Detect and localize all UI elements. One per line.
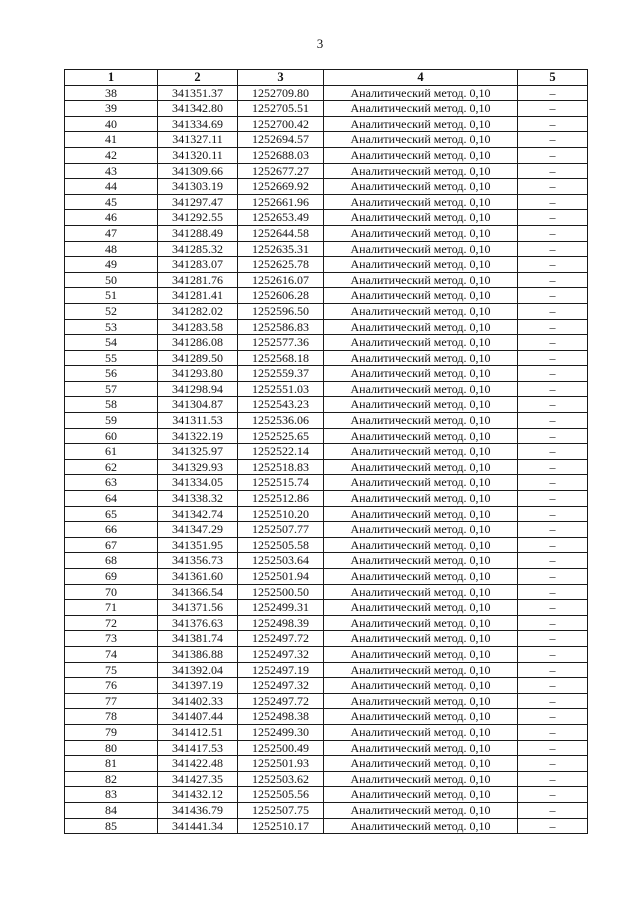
y-coordinate-cell: 1252497.19 — [238, 662, 324, 678]
x-coordinate-cell: 341402.33 — [158, 693, 238, 709]
table-row — [65, 740, 588, 756]
point-number-cell: 80 — [65, 740, 158, 756]
method-cell: Аналитический метод. 0,10 — [324, 709, 518, 725]
table-row — [65, 241, 588, 257]
y-coordinate-cell: 1252635.31 — [238, 241, 324, 257]
y-coordinate-cell: 1252505.58 — [238, 537, 324, 553]
point-number-cell: 61 — [65, 444, 158, 460]
point-number-cell: 41 — [65, 132, 158, 148]
note-cell: – — [518, 569, 588, 585]
x-coordinate-cell: 341327.11 — [158, 132, 238, 148]
y-coordinate-cell: 1252661.96 — [238, 194, 324, 210]
table-row — [65, 584, 588, 600]
y-coordinate-cell: 1252536.06 — [238, 413, 324, 429]
point-number-cell: 57 — [65, 381, 158, 397]
point-number-cell: 56 — [65, 366, 158, 382]
x-coordinate-cell: 341334.69 — [158, 116, 238, 132]
x-coordinate-cell: 341342.80 — [158, 101, 238, 117]
y-coordinate-cell: 1252501.94 — [238, 569, 324, 585]
x-coordinate-cell: 341298.94 — [158, 381, 238, 397]
method-cell: Аналитический метод. 0,10 — [324, 506, 518, 522]
table-row — [65, 210, 588, 226]
x-coordinate-cell: 341289.50 — [158, 350, 238, 366]
point-number-cell: 55 — [65, 350, 158, 366]
point-number-cell: 48 — [65, 241, 158, 257]
method-cell: Аналитический метод. 0,10 — [324, 802, 518, 818]
method-cell: Аналитический метод. 0,10 — [324, 475, 518, 491]
y-coordinate-cell: 1252688.03 — [238, 147, 324, 163]
note-cell: – — [518, 787, 588, 803]
table-row — [65, 709, 588, 725]
point-number-cell: 70 — [65, 584, 158, 600]
note-cell: – — [518, 506, 588, 522]
y-coordinate-cell: 1252568.18 — [238, 350, 324, 366]
point-number-cell: 54 — [65, 335, 158, 351]
table-row — [65, 350, 588, 366]
y-coordinate-cell: 1252499.30 — [238, 724, 324, 740]
column-header: 4 — [324, 70, 518, 86]
note-cell: – — [518, 303, 588, 319]
y-coordinate-cell: 1252507.77 — [238, 522, 324, 538]
y-coordinate-cell: 1252525.65 — [238, 428, 324, 444]
point-number-cell: 40 — [65, 116, 158, 132]
y-coordinate-cell: 1252498.38 — [238, 709, 324, 725]
point-number-cell: 60 — [65, 428, 158, 444]
x-coordinate-cell: 341441.34 — [158, 818, 238, 834]
note-cell: – — [518, 522, 588, 538]
method-cell: Аналитический метод. 0,10 — [324, 381, 518, 397]
method-cell: Аналитический метод. 0,10 — [324, 662, 518, 678]
method-cell: Аналитический метод. 0,10 — [324, 600, 518, 616]
column-header: 5 — [518, 70, 588, 86]
x-coordinate-cell: 341282.02 — [158, 303, 238, 319]
table-row — [65, 303, 588, 319]
x-coordinate-cell: 341361.60 — [158, 569, 238, 585]
table-row — [65, 615, 588, 631]
table-header-row — [65, 70, 588, 86]
note-cell: – — [518, 615, 588, 631]
x-coordinate-cell: 341422.48 — [158, 756, 238, 772]
method-cell: Аналитический метод. 0,10 — [324, 101, 518, 117]
point-number-cell: 51 — [65, 288, 158, 304]
table-row — [65, 662, 588, 678]
note-cell: – — [518, 678, 588, 694]
note-cell: – — [518, 85, 588, 101]
x-coordinate-cell: 341351.37 — [158, 85, 238, 101]
note-cell: – — [518, 553, 588, 569]
table-row — [65, 646, 588, 662]
table-row — [65, 724, 588, 740]
y-coordinate-cell: 1252512.86 — [238, 491, 324, 507]
note-cell: – — [518, 802, 588, 818]
table-row — [65, 428, 588, 444]
point-number-cell: 83 — [65, 787, 158, 803]
x-coordinate-cell: 341325.97 — [158, 444, 238, 460]
table-row — [65, 678, 588, 694]
note-cell: – — [518, 584, 588, 600]
note-cell: – — [518, 101, 588, 117]
point-number-cell: 39 — [65, 101, 158, 117]
method-cell: Аналитический метод. 0,10 — [324, 163, 518, 179]
table-row — [65, 288, 588, 304]
y-coordinate-cell: 1252505.56 — [238, 787, 324, 803]
table-row — [65, 101, 588, 117]
y-coordinate-cell: 1252700.42 — [238, 116, 324, 132]
table-row — [65, 413, 588, 429]
table-row — [65, 225, 588, 241]
method-cell: Аналитический метод. 0,10 — [324, 85, 518, 101]
x-coordinate-cell: 341436.79 — [158, 802, 238, 818]
table-row — [65, 459, 588, 475]
table-row — [65, 85, 588, 101]
table-row — [65, 319, 588, 335]
point-number-cell: 44 — [65, 179, 158, 195]
point-number-cell: 72 — [65, 615, 158, 631]
method-cell: Аналитический метод. 0,10 — [324, 116, 518, 132]
column-header: 2 — [158, 70, 238, 86]
note-cell: – — [518, 459, 588, 475]
note-cell: – — [518, 491, 588, 507]
method-cell: Аналитический метод. 0,10 — [324, 366, 518, 382]
note-cell: – — [518, 350, 588, 366]
x-coordinate-cell: 341397.19 — [158, 678, 238, 694]
x-coordinate-cell: 341281.41 — [158, 288, 238, 304]
y-coordinate-cell: 1252586.83 — [238, 319, 324, 335]
note-cell: – — [518, 818, 588, 834]
x-coordinate-cell: 341320.11 — [158, 147, 238, 163]
x-coordinate-cell: 341347.29 — [158, 522, 238, 538]
note-cell: – — [518, 709, 588, 725]
y-coordinate-cell: 1252497.32 — [238, 646, 324, 662]
method-cell: Аналитический метод. 0,10 — [324, 210, 518, 226]
note-cell: – — [518, 771, 588, 787]
note-cell: – — [518, 740, 588, 756]
y-coordinate-cell: 1252616.07 — [238, 272, 324, 288]
y-coordinate-cell: 1252499.31 — [238, 600, 324, 616]
table-row — [65, 756, 588, 772]
table-row — [65, 522, 588, 538]
y-coordinate-cell: 1252497.72 — [238, 631, 324, 647]
point-number-cell: 64 — [65, 491, 158, 507]
x-coordinate-cell: 341288.49 — [158, 225, 238, 241]
note-cell: – — [518, 257, 588, 273]
x-coordinate-cell: 341407.44 — [158, 709, 238, 725]
method-cell: Аналитический метод. 0,10 — [324, 413, 518, 429]
method-cell: Аналитический метод. 0,10 — [324, 147, 518, 163]
x-coordinate-cell: 341417.53 — [158, 740, 238, 756]
method-cell: Аналитический метод. 0,10 — [324, 787, 518, 803]
point-number-cell: 50 — [65, 272, 158, 288]
point-number-cell: 77 — [65, 693, 158, 709]
point-number-cell: 43 — [65, 163, 158, 179]
y-coordinate-cell: 1252625.78 — [238, 257, 324, 273]
y-coordinate-cell: 1252497.32 — [238, 678, 324, 694]
point-number-cell: 85 — [65, 818, 158, 834]
note-cell: – — [518, 537, 588, 553]
table-row — [65, 771, 588, 787]
method-cell: Аналитический метод. 0,10 — [324, 335, 518, 351]
method-cell: Аналитический метод. 0,10 — [324, 350, 518, 366]
y-coordinate-cell: 1252500.49 — [238, 740, 324, 756]
table-row — [65, 257, 588, 273]
method-cell: Аналитический метод. 0,10 — [324, 553, 518, 569]
x-coordinate-cell: 341356.73 — [158, 553, 238, 569]
note-cell: – — [518, 631, 588, 647]
coordinates-table — [64, 69, 588, 834]
x-coordinate-cell: 341381.74 — [158, 631, 238, 647]
y-coordinate-cell: 1252501.93 — [238, 756, 324, 772]
note-cell: – — [518, 288, 588, 304]
point-number-cell: 53 — [65, 319, 158, 335]
method-cell: Аналитический метод. 0,10 — [324, 179, 518, 195]
note-cell: – — [518, 662, 588, 678]
note-cell: – — [518, 366, 588, 382]
y-coordinate-cell: 1252497.72 — [238, 693, 324, 709]
y-coordinate-cell: 1252596.50 — [238, 303, 324, 319]
method-cell: Аналитический метод. 0,10 — [324, 740, 518, 756]
point-number-cell: 59 — [65, 413, 158, 429]
method-cell: Аналитический метод. 0,10 — [324, 397, 518, 413]
point-number-cell: 66 — [65, 522, 158, 538]
table-row — [65, 116, 588, 132]
table-row — [65, 537, 588, 553]
point-number-cell: 68 — [65, 553, 158, 569]
method-cell: Аналитический метод. 0,10 — [324, 724, 518, 740]
note-cell: – — [518, 272, 588, 288]
point-number-cell: 76 — [65, 678, 158, 694]
table-row — [65, 553, 588, 569]
method-cell: Аналитический метод. 0,10 — [324, 444, 518, 460]
point-number-cell: 42 — [65, 147, 158, 163]
x-coordinate-cell: 341311.53 — [158, 413, 238, 429]
column-header: 1 — [65, 70, 158, 86]
method-cell: Аналитический метод. 0,10 — [324, 491, 518, 507]
x-coordinate-cell: 341371.56 — [158, 600, 238, 616]
point-number-cell: 81 — [65, 756, 158, 772]
method-cell: Аналитический метод. 0,10 — [324, 303, 518, 319]
table-row — [65, 491, 588, 507]
point-number-cell: 67 — [65, 537, 158, 553]
y-coordinate-cell: 1252510.20 — [238, 506, 324, 522]
point-number-cell: 46 — [65, 210, 158, 226]
x-coordinate-cell: 341386.88 — [158, 646, 238, 662]
x-coordinate-cell: 341281.76 — [158, 272, 238, 288]
x-coordinate-cell: 341432.12 — [158, 787, 238, 803]
method-cell: Аналитический метод. 0,10 — [324, 132, 518, 148]
note-cell: – — [518, 163, 588, 179]
y-coordinate-cell: 1252551.03 — [238, 381, 324, 397]
point-number-cell: 71 — [65, 600, 158, 616]
note-cell: – — [518, 225, 588, 241]
x-coordinate-cell: 341334.05 — [158, 475, 238, 491]
method-cell: Аналитический метод. 0,10 — [324, 693, 518, 709]
y-coordinate-cell: 1252606.28 — [238, 288, 324, 304]
table-row — [65, 335, 588, 351]
note-cell: – — [518, 646, 588, 662]
y-coordinate-cell: 1252518.83 — [238, 459, 324, 475]
table-row — [65, 381, 588, 397]
note-cell: – — [518, 600, 588, 616]
x-coordinate-cell: 341427.35 — [158, 771, 238, 787]
note-cell: – — [518, 179, 588, 195]
table-row — [65, 693, 588, 709]
method-cell: Аналитический метод. 0,10 — [324, 194, 518, 210]
note-cell: – — [518, 756, 588, 772]
note-cell: – — [518, 241, 588, 257]
note-cell: – — [518, 475, 588, 491]
note-cell: – — [518, 724, 588, 740]
note-cell: – — [518, 194, 588, 210]
y-coordinate-cell: 1252669.92 — [238, 179, 324, 195]
x-coordinate-cell: 341366.54 — [158, 584, 238, 600]
note-cell: – — [518, 693, 588, 709]
point-number-cell: 63 — [65, 475, 158, 491]
note-cell: – — [518, 335, 588, 351]
table-row — [65, 569, 588, 585]
table-row — [65, 194, 588, 210]
table-row — [65, 366, 588, 382]
method-cell: Аналитический метод. 0,10 — [324, 319, 518, 335]
table-row — [65, 506, 588, 522]
point-number-cell: 49 — [65, 257, 158, 273]
method-cell: Аналитический метод. 0,10 — [324, 584, 518, 600]
note-cell: – — [518, 428, 588, 444]
method-cell: Аналитический метод. 0,10 — [324, 756, 518, 772]
x-coordinate-cell: 341392.04 — [158, 662, 238, 678]
method-cell: Аналитический метод. 0,10 — [324, 818, 518, 834]
x-coordinate-cell: 341351.95 — [158, 537, 238, 553]
x-coordinate-cell: 341285.32 — [158, 241, 238, 257]
table-row — [65, 132, 588, 148]
table-row — [65, 272, 588, 288]
method-cell: Аналитический метод. 0,10 — [324, 569, 518, 585]
method-cell: Аналитический метод. 0,10 — [324, 631, 518, 647]
point-number-cell: 38 — [65, 85, 158, 101]
note-cell: – — [518, 116, 588, 132]
method-cell: Аналитический метод. 0,10 — [324, 257, 518, 273]
note-cell: – — [518, 132, 588, 148]
table-row — [65, 163, 588, 179]
x-coordinate-cell: 341309.66 — [158, 163, 238, 179]
x-coordinate-cell: 341376.63 — [158, 615, 238, 631]
y-coordinate-cell: 1252677.27 — [238, 163, 324, 179]
table-row — [65, 475, 588, 491]
method-cell: Аналитический метод. 0,10 — [324, 615, 518, 631]
page-number: 3 — [316, 36, 324, 51]
x-coordinate-cell: 341342.74 — [158, 506, 238, 522]
x-coordinate-cell: 341286.08 — [158, 335, 238, 351]
note-cell: – — [518, 397, 588, 413]
x-coordinate-cell: 341412.51 — [158, 724, 238, 740]
point-number-cell: 47 — [65, 225, 158, 241]
method-cell: Аналитический метод. 0,10 — [324, 678, 518, 694]
y-coordinate-cell: 1252515.74 — [238, 475, 324, 491]
x-coordinate-cell: 341304.87 — [158, 397, 238, 413]
table-row — [65, 787, 588, 803]
y-coordinate-cell: 1252694.57 — [238, 132, 324, 148]
y-coordinate-cell: 1252709.80 — [238, 85, 324, 101]
point-number-cell: 65 — [65, 506, 158, 522]
y-coordinate-cell: 1252498.39 — [238, 615, 324, 631]
point-number-cell: 79 — [65, 724, 158, 740]
method-cell: Аналитический метод. 0,10 — [324, 428, 518, 444]
table-row — [65, 397, 588, 413]
point-number-cell: 84 — [65, 802, 158, 818]
point-number-cell: 82 — [65, 771, 158, 787]
y-coordinate-cell: 1252559.37 — [238, 366, 324, 382]
y-coordinate-cell: 1252705.51 — [238, 101, 324, 117]
table-row — [65, 147, 588, 163]
table-row — [65, 631, 588, 647]
point-number-cell: 73 — [65, 631, 158, 647]
x-coordinate-cell: 341322.19 — [158, 428, 238, 444]
point-number-cell: 62 — [65, 459, 158, 475]
method-cell: Аналитический метод. 0,10 — [324, 288, 518, 304]
y-coordinate-cell: 1252653.49 — [238, 210, 324, 226]
x-coordinate-cell: 341338.32 — [158, 491, 238, 507]
point-number-cell: 69 — [65, 569, 158, 585]
table-row — [65, 444, 588, 460]
note-cell: – — [518, 444, 588, 460]
y-coordinate-cell: 1252503.62 — [238, 771, 324, 787]
point-number-cell: 75 — [65, 662, 158, 678]
note-cell: – — [518, 147, 588, 163]
point-number-cell: 45 — [65, 194, 158, 210]
table-row — [65, 818, 588, 834]
note-cell: – — [518, 413, 588, 429]
method-cell: Аналитический метод. 0,10 — [324, 522, 518, 538]
y-coordinate-cell: 1252543.23 — [238, 397, 324, 413]
y-coordinate-cell: 1252644.58 — [238, 225, 324, 241]
table-row — [65, 802, 588, 818]
method-cell: Аналитический метод. 0,10 — [324, 272, 518, 288]
x-coordinate-cell: 341283.58 — [158, 319, 238, 335]
method-cell: Аналитический метод. 0,10 — [324, 241, 518, 257]
table-row — [65, 179, 588, 195]
y-coordinate-cell: 1252503.64 — [238, 553, 324, 569]
y-coordinate-cell: 1252510.17 — [238, 818, 324, 834]
note-cell: – — [518, 319, 588, 335]
method-cell: Аналитический метод. 0,10 — [324, 459, 518, 475]
table-body — [65, 85, 588, 834]
table-row — [65, 600, 588, 616]
method-cell: Аналитический метод. 0,10 — [324, 646, 518, 662]
y-coordinate-cell: 1252577.36 — [238, 335, 324, 351]
x-coordinate-cell: 341303.19 — [158, 179, 238, 195]
method-cell: Аналитический метод. 0,10 — [324, 537, 518, 553]
x-coordinate-cell: 341329.93 — [158, 459, 238, 475]
method-cell: Аналитический метод. 0,10 — [324, 771, 518, 787]
x-coordinate-cell: 341297.47 — [158, 194, 238, 210]
point-number-cell: 78 — [65, 709, 158, 725]
y-coordinate-cell: 1252522.14 — [238, 444, 324, 460]
y-coordinate-cell: 1252500.50 — [238, 584, 324, 600]
point-number-cell: 52 — [65, 303, 158, 319]
x-coordinate-cell: 341293.80 — [158, 366, 238, 382]
x-coordinate-cell: 341292.55 — [158, 210, 238, 226]
note-cell: – — [518, 210, 588, 226]
method-cell: Аналитический метод. 0,10 — [324, 225, 518, 241]
y-coordinate-cell: 1252507.75 — [238, 802, 324, 818]
column-header: 3 — [238, 70, 324, 86]
x-coordinate-cell: 341283.07 — [158, 257, 238, 273]
point-number-cell: 74 — [65, 646, 158, 662]
note-cell: – — [518, 381, 588, 397]
point-number-cell: 58 — [65, 397, 158, 413]
